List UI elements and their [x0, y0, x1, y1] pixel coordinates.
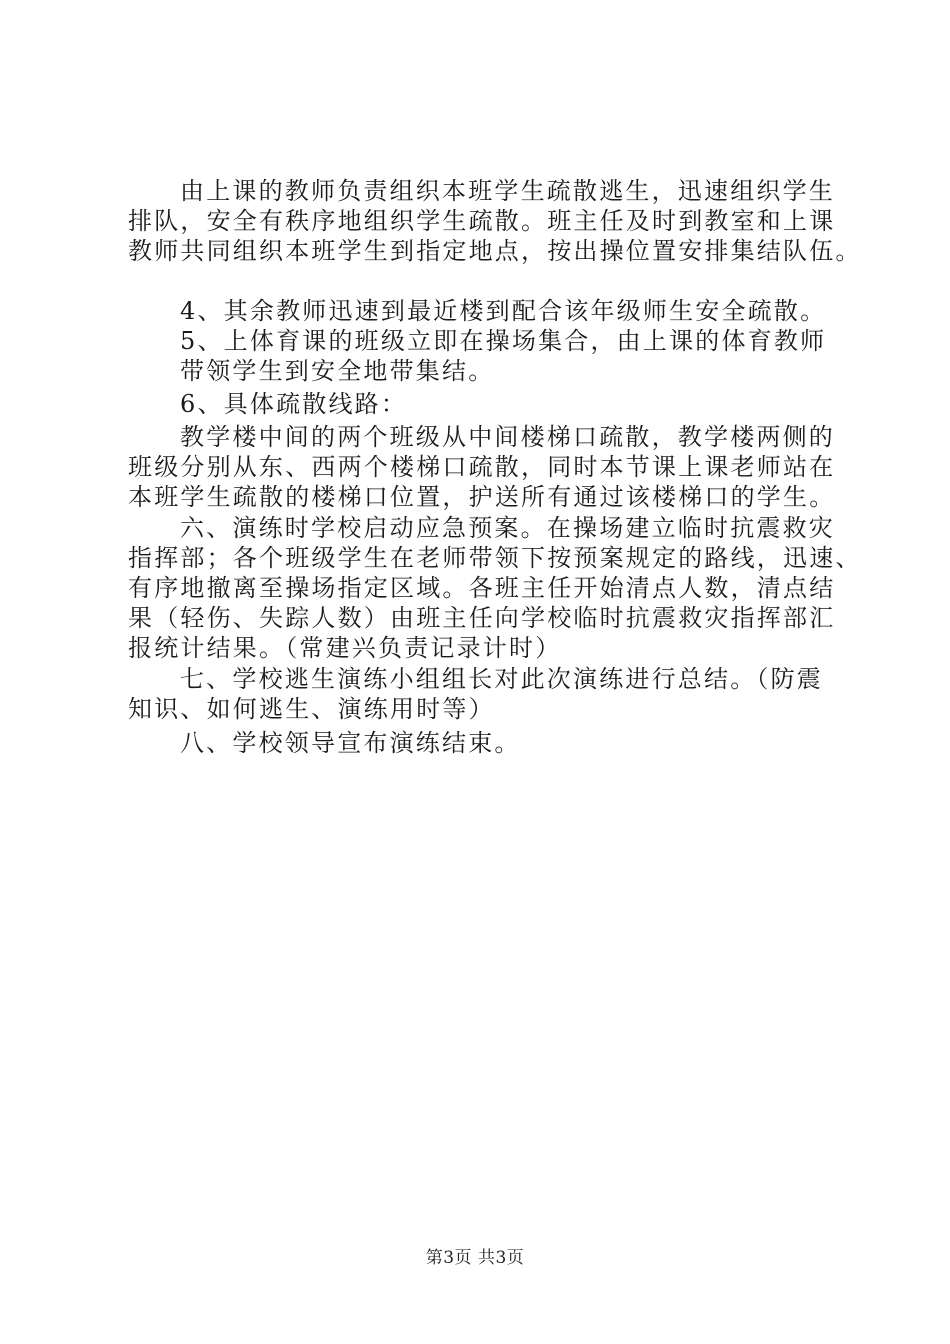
text-line-12: 指挥部；各个班级学生在老师带领下按预案规定的路线，迅速、 — [128, 544, 862, 572]
text-line-17: 知识、如何逃生、演练用时等） — [128, 695, 495, 723]
text-line-1: 由上课的教师负责组织本班学生疏散逃生，迅速组织学生 — [180, 177, 835, 205]
text-line-10: 本班学生疏散的楼梯口位置，护送所有通过该楼梯口的学生。 — [128, 483, 836, 511]
text-line-13: 有序地撤离至操场指定区域。各班主任开始清点人数，清点结 — [128, 574, 836, 602]
text-line-8: 教学楼中间的两个班级从中间楼梯口疏散，教学楼两侧的 — [180, 423, 835, 451]
text-line-3: 教师共同组织本班学生到指定地点，按出操位置安排集结队伍。 — [128, 237, 862, 265]
text-line-18: 八、学校领导宣布演练结束。 — [180, 729, 521, 757]
text-line-4: 4、其余教师迅速到最近楼到配合该年级师生安全疏散。 — [180, 297, 827, 325]
text-line-14: 果（轻伤、失踪人数）由班主任向学校临时抗震救灾指挥部汇 — [128, 604, 836, 632]
page-number-footer: 第3页 共3页 — [425, 1248, 525, 1268]
text-line-6: 带领学生到安全地带集结。 — [180, 357, 495, 385]
text-line-9: 班级分别从东、西两个楼梯口疏散，同时本节课上课老师站在 — [128, 453, 836, 481]
text-line-2: 排队，安全有秩序地组织学生疏散。班主任及时到教室和上课 — [128, 207, 836, 235]
text-line-7: 6、具体疏散线路： — [180, 390, 408, 418]
text-line-5: 5、上体育课的班级立即在操场集合，由上课的体育教师 — [180, 327, 827, 355]
text-line-11: 六、演练时学校启动应急预案。在操场建立临时抗震救灾 — [180, 514, 835, 542]
text-line-16: 七、学校逃生演练小组组长对此次演练进行总结。（防震 — [180, 665, 823, 693]
text-line-15: 报统计结果。（常建兴负责记录计时） — [128, 634, 562, 662]
